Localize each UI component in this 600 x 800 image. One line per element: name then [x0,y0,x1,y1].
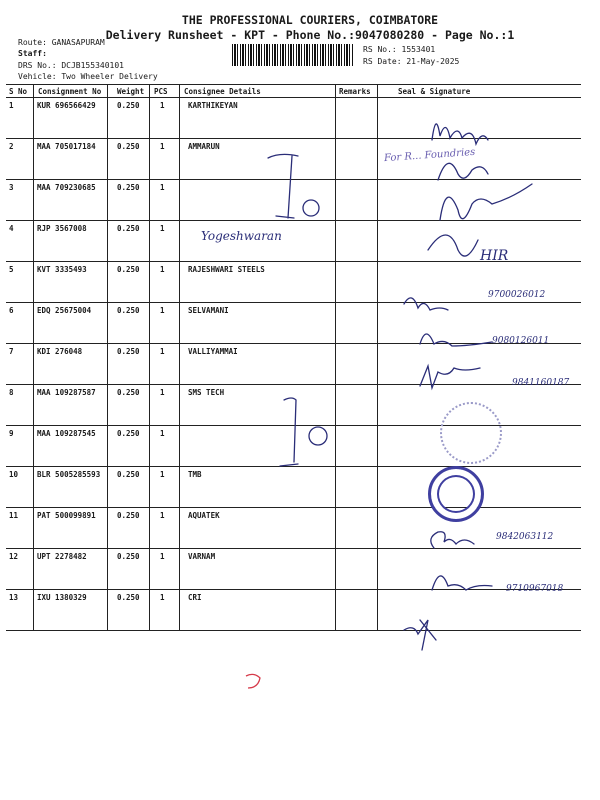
row-pcs: 1 [160,470,165,479]
signature-row11 [431,532,474,548]
row-weight: 0.250 [117,224,140,233]
row-consignee: VALLIYAMMAI [188,347,238,356]
row-consignment: PAT 500099891 [37,511,96,520]
row-pcs: 1 [160,388,165,397]
drs-number: DRS No.: DCJB155340101 [18,61,124,70]
row-sno: 4 [9,224,14,233]
row-consignee: CRI [188,593,202,602]
row-sno: 6 [9,306,14,315]
runsheet-subtitle: Delivery Runsheet - KPT - Phone No.:9047080280 - Page No.:1 [105,28,515,42]
col-header-remarks: Remarks [339,87,371,96]
row-weight: 0.250 [117,306,140,315]
row-pcs: 1 [160,142,165,151]
row-pcs: 1 [160,183,165,192]
ink-mark-row2-3 [268,154,298,218]
row-sno: 3 [9,183,14,192]
row-consignment: MAA 709230685 [37,183,96,192]
vehicle-label: Vehicle: Two Wheeler Delivery [18,72,158,81]
row-consignment: KVT 3335493 [37,265,87,274]
handwritten-phone-row13: 9710967018 [506,584,564,594]
circled-mark-row3 [303,200,319,216]
row-weight: 0.250 [117,142,140,151]
row-sno: 5 [9,265,14,274]
col-header-sno: S No [9,87,28,96]
row-pcs: 1 [160,265,165,274]
row-consignee: RAJESHWARI STEELS [188,265,265,274]
handwritten-name-row4: Yogeshwaran [201,229,282,243]
row-pcs: 1 [160,511,165,520]
row-weight: 0.250 [117,511,140,520]
row-sno: 11 [9,511,19,520]
row-consignment: KDI 276048 [37,347,83,356]
row-sno: 8 [9,388,14,397]
row-weight: 0.250 [117,265,140,274]
handwritten-phone-row8: 9841160187 [512,378,570,388]
company-title: THE PROFESSIONAL COURIERS, COIMBATORE [181,13,439,27]
row-consignment: KUR 696566429 [37,101,96,110]
ink-mark-row8-9 [280,398,298,466]
row-pcs: 1 [160,224,165,233]
row-consignment: MAA 109287545 [37,429,96,438]
row-sno: 2 [9,142,14,151]
row-consignment: BLR 5005285593 [37,470,101,479]
signature-row6 [404,298,448,310]
row-sno: 13 [9,593,19,602]
row-consignee: TMB [188,470,202,479]
signature-row3 [440,184,532,220]
row-weight: 0.250 [117,470,140,479]
col-header-consignee: Consignee Details [184,87,261,96]
signature-row13 [404,620,436,650]
row-weight: 0.250 [117,552,140,561]
handwritten-phone-row12: 9842063112 [496,532,554,542]
row-consignee: SELVAMANI [188,306,229,315]
row-weight: 0.250 [117,429,140,438]
row-sno: 9 [9,429,14,438]
row-sno: 10 [9,470,19,479]
row-sno: 12 [9,552,19,561]
row-weight: 0.250 [117,593,140,602]
col-header-seal: Seal & Signature [398,87,471,96]
handwritten-phone-row7: 9080126011 [492,336,550,346]
row-weight: 0.250 [117,388,140,397]
row-consignment: MAA 109287587 [37,388,96,397]
row-consignee: AMMARUN [188,142,220,151]
col-header-weight: Weight [117,87,145,96]
round-seal-blue [428,466,484,522]
row-weight: 0.250 [117,347,140,356]
row-pcs: 1 [160,101,165,110]
signature-row1 [432,124,488,144]
stray-red-mark [246,674,260,688]
row-consignee: VARNAM [188,552,216,561]
signature-row8 [420,366,480,388]
signature-row4 [428,235,478,256]
row-consignment: EDQ 25675004 [37,306,92,315]
row-consignment: MAA 705017184 [37,142,96,151]
row-consignment: IXU 1380329 [37,593,87,602]
row-consignment: RJP 3567008 [37,224,87,233]
signature-row2 [438,163,488,180]
rs-date: RS Date: 21-May-2025 [363,57,460,66]
signature-row12 [432,576,492,590]
row-consignee: AQUATEK [188,511,220,520]
handwritten-sig-row5: HIR [480,248,509,264]
company-stamp-text: For R... Foundries [383,146,476,165]
row-consignment: UPT 2278482 [37,552,87,561]
col-header-pcs: PCS [154,87,168,96]
circled-mark-row9 [309,427,327,445]
round-seal-faint [440,402,502,464]
row-consignee: KARTHIKEYAN [188,101,238,110]
row-pcs: 1 [160,306,165,315]
row-consignee: SMS TECH [188,388,225,397]
col-header-consignment: Consignment No [38,87,102,96]
row-weight: 0.250 [117,101,140,110]
row-weight: 0.250 [117,183,140,192]
row-pcs: 1 [160,429,165,438]
row-sno: 7 [9,347,14,356]
route-label: Route: GANASAPURAM [18,38,105,47]
handwritten-phone-row6: 9700026012 [488,290,546,300]
signature-row7 [420,334,492,346]
rs-number: RS No.: 1553401 [363,45,436,54]
staff-label: Staff: [18,49,47,58]
row-pcs: 1 [160,347,165,356]
row-pcs: 1 [160,593,165,602]
row-pcs: 1 [160,552,165,561]
row-sno: 1 [9,101,14,110]
